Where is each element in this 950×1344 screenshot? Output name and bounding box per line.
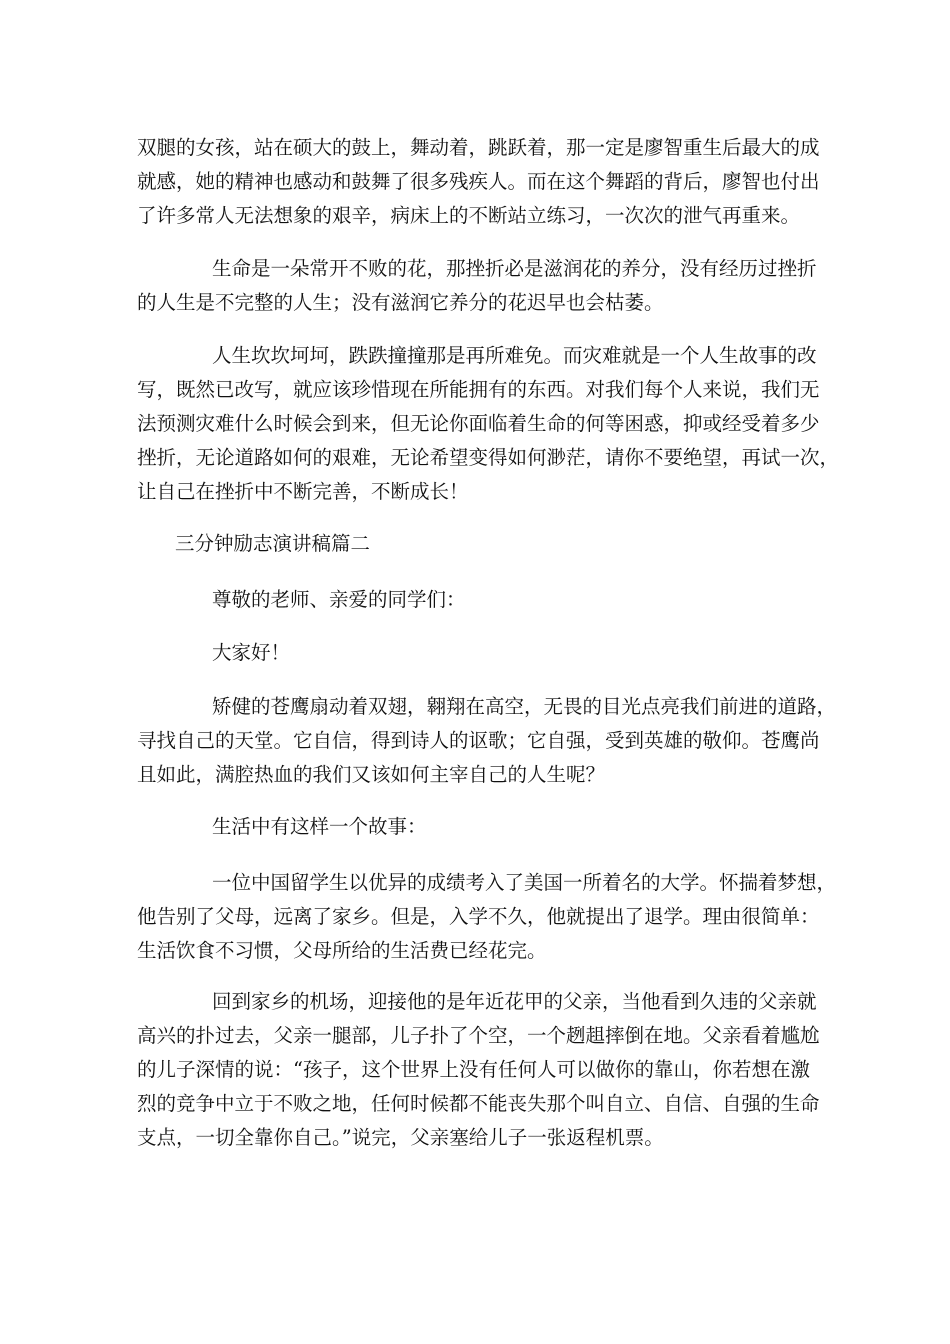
text-line: 写，既然已改写，就应该珍惜现在所能拥有的东西。对我们每个人来说，我们无 [137,378,820,401]
text-line: 寻找自己的天堂。它自信，得到诗人的讴歌；它自强，受到英雄的敬仰。苍鹰尚 [137,729,820,752]
paragraph [137,131,827,233]
heading-text: 三分钟励志演讲稿篇二 [175,532,371,555]
text-line: 且如此，满腔热血的我们又该如何主宰自己的人生呢？ [137,763,606,786]
text-line: 生活中有这样一个故事： [212,815,427,838]
text-line: 高兴的扑过去，父亲一腿部，儿子扑了个空，一个趔趄摔倒在地。父亲看着尴尬 [137,1024,820,1047]
paragraph [137,252,827,320]
text-line: 一位中国留学生以优异的成绩考入了美国一所着名的大学。怀揣着梦想， [212,871,837,894]
text-line: 了许多常人无法想象的艰辛，病床上的不断站立练习，一次次的泄气再重来。 [137,204,801,227]
text-line: 让自己在挫折中不断完善，不断成长！ [137,480,469,503]
text-line: 支点，一切全靠你自己。”说完，父亲塞给儿子一张返程机票。 [137,1126,664,1149]
text-line: 挫折，无论道路如何的艰难，无论希望变得如何渺茫，请你不要绝望，再试一次， [137,446,840,469]
greeting [137,636,827,670]
text-line: 的人生是不完整的人生；没有滋润它养分的花迟早也会枯萎。 [137,291,664,314]
text-line: 生命是一朵常开不败的花，那挫折必是滋润花的养分，没有经历过挫折 [212,257,817,280]
paragraph [137,866,837,968]
text-line: 回到家乡的机场，迎接他的是年近花甲的父亲，当他看到久违的父亲就 [212,990,817,1013]
text-line: 他告别了父母，远离了家乡。但是，入学不久，他就提出了退学。理由很简单： [137,905,820,928]
text-line: 生活饮食不习惯，父母所给的生活费已经花完。 [137,939,547,962]
text-line: 矫健的苍鹰扇动着双翅，翱翔在高空，无畏的目光点亮我们前进的道路， [212,695,837,718]
salutation [137,583,827,617]
text-line: 烈的竞争中立于不败之地，任何时候都不能丧失那个叫自立、自信、自强的生命 [137,1092,820,1115]
text-line: 法预测灾难什么时候会到来，但无论你面临着生命的何等困惑，抑或经受着多少 [137,412,820,435]
text-line: 尊敬的老师、亲爱的同学们： [212,588,466,611]
paragraph [137,985,827,1155]
section-heading [137,527,827,561]
paragraph [137,339,840,509]
text-line: 就感，她的精神也感动和鼓舞了很多残疾人。而在这个舞蹈的背后，廖智也付出 [137,170,820,193]
text-line: 大家好！ [212,641,291,664]
paragraph [137,690,837,792]
text-line: 人生坎坎坷坷，跌跌撞撞那是再所难免。而灾难就是一个人生故事的改 [212,344,817,367]
paragraph [137,810,827,844]
text-line: 双腿的女孩，站在硕大的鼓上，舞动着，跳跃着，那一定是廖智重生后最大的成 [137,136,820,159]
text-line: 的儿子深情的说：“孩子，这个世界上没有任何人可以做你的靠山，你若想在激 [137,1058,810,1081]
